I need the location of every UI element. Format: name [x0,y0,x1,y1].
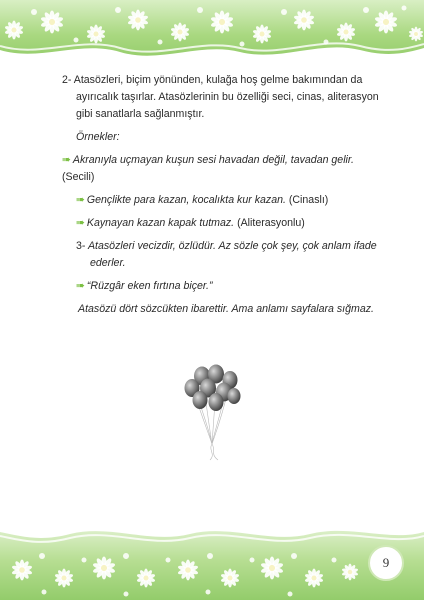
example-item [62,152,380,186]
example-note: (Aliterasyonlu) [237,217,305,229]
example-item [62,192,380,209]
dot-decoration [42,590,47,595]
example-note: (Cinaslı) [288,194,329,206]
double-arrow-icon: ➠ [76,217,83,229]
dot-decoration [31,9,37,15]
dot-decoration [166,558,171,563]
balloon-bunch [180,362,244,462]
example-text: Kaynayan kazan kapak tutmaz. [86,217,235,229]
example-text: Akranıyla uçmayan kuşun sesi havadan değil, tavadan gelir. [72,154,354,166]
examples-label: Örnekler: [76,131,120,143]
dot-decoration [402,6,407,11]
dot-decoration [206,590,211,595]
numbered-item-2 [62,72,380,123]
quote-text: “Rüzgâr eken fırtına biçer.” [86,280,213,292]
numbered-item-3 [62,238,380,272]
double-arrow-icon: ➠ [62,154,69,166]
balloon-bunch [180,362,244,467]
example-text: Gençlikte para kazan, kocalıkta kur kazan. [86,194,286,206]
page-body [62,72,380,318]
dot-decoration [240,42,245,47]
dot-decoration [158,40,163,45]
top-decorative-band [0,0,424,76]
dot-decoration [115,7,121,13]
dot-decoration [39,553,45,559]
dot-decoration [123,553,129,559]
dot-decoration [281,9,287,15]
dot-decoration [207,553,213,559]
item-text: Atasözleri vecizdir, özlüdür. Az sözle çok şey, çok anlam ifade ederler. [87,240,377,269]
dot-decoration [288,592,293,597]
dot-decoration [291,553,297,559]
item-number: 3- [76,240,86,252]
example-note: (Secili) [62,171,95,183]
dot-decoration [250,558,255,563]
example-item [62,215,380,232]
dot-decoration [124,592,129,597]
dot-decoration [363,7,369,13]
bottom-decorative-band [0,512,424,600]
item-number: 2- [62,74,72,86]
dot-decoration [324,40,329,45]
flower-border-bottom [0,512,424,600]
dot-decoration [197,7,203,13]
double-arrow-icon: ➠ [76,280,83,292]
dot-decoration [82,558,87,563]
dot-decoration [332,558,337,563]
flower-border-top [0,0,424,76]
page-number: 9 [368,545,404,581]
double-arrow-icon: ➠ [76,194,83,206]
dot-decoration [74,38,79,43]
item-text: Atasözleri, biçim yönünden, kulağa hoş gelme bakımından da ayırıcalık taşırlar. Atasözlerinin bu özelliği seci, cinas, aliterasyon gibi sanatlarla sağlanmıştır. [73,74,379,120]
proverb-quote [62,278,380,295]
closing-paragraph: Atasözü dört sözcükten ibarettir. Ama anlamı sayfalara sığmaz. [78,303,374,315]
